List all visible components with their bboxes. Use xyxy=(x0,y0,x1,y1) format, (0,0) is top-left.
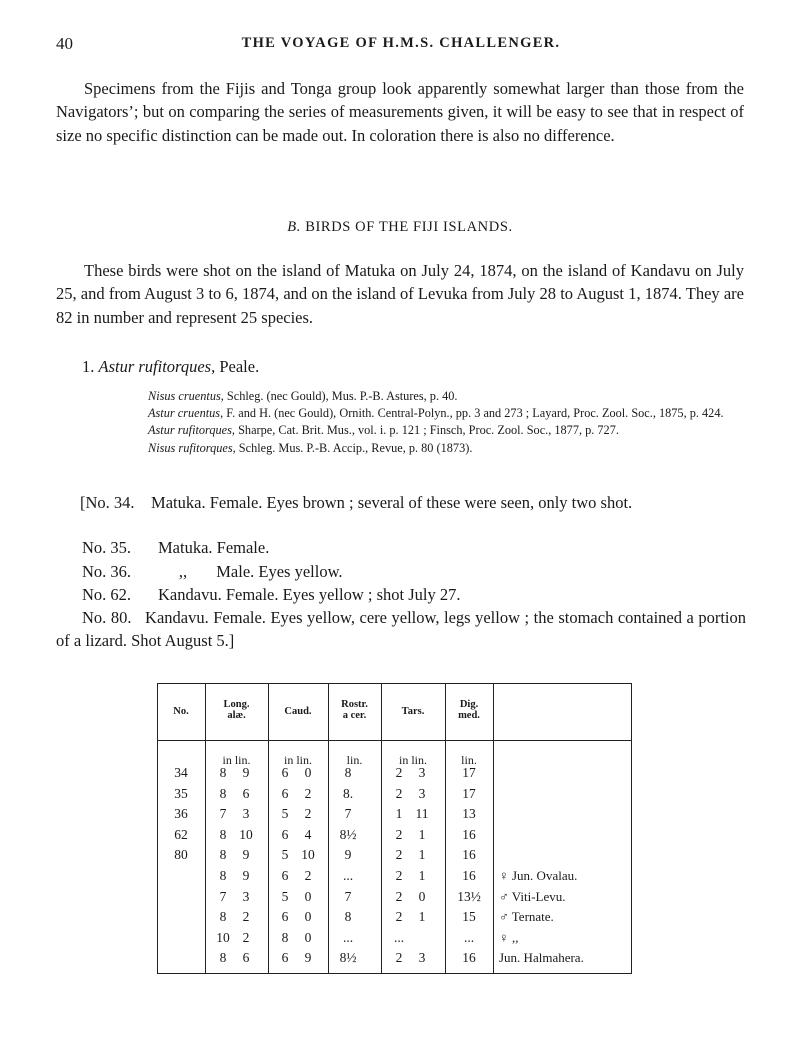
table-rule xyxy=(493,683,494,973)
cell-caud-lines: 9 xyxy=(304,950,312,966)
observation-text: Matuka. Female. xyxy=(158,538,270,557)
observation-text: Kandavu. Female. Eyes yellow, cere yellow, legs yellow ; the stomach contained a portion of a lizard. Shot August 5.] xyxy=(56,608,747,650)
table-rule xyxy=(381,683,382,973)
cell-tars-inches: 2 xyxy=(395,785,403,801)
cell-long-inches: 7 xyxy=(219,888,227,904)
cell-tars-inches: 2 xyxy=(395,868,403,883)
cell-long-lines: 9 xyxy=(242,868,250,883)
synonymy-entry xyxy=(148,388,748,405)
cell-note: ♀ Jun. Ovalau. xyxy=(499,868,578,883)
cell-caud-inches: 5 xyxy=(281,888,289,904)
observation-text: Kandavu. Female. Eyes yellow ; shot July 27. xyxy=(158,585,461,604)
cell-caud-lines: 0 xyxy=(304,765,312,780)
cell-rostr: 9 xyxy=(344,847,352,863)
cell-long-inches: 7 xyxy=(219,806,227,822)
cell-caud-inches: 6 xyxy=(281,868,289,883)
cell-caud-lines: 2 xyxy=(304,868,312,883)
observation-36 xyxy=(82,561,772,584)
synonym-reference: F. and H. (nec Gould), Ornith. Central-Polyn., pp. 3 and 273 ; Layard, Proc. Zool. Soc., 1875, p. 424. xyxy=(226,406,724,421)
cell-dig: 16 xyxy=(462,868,476,883)
synonym-reference: Schleg. (nec Gould), Mus. P.-B. Astures, p. 40. xyxy=(226,389,458,403)
intro-paragraph: Specimens from the Fijis and Tonga group look apparently somewhat larger than those from the Navigators’; but on comparing the series of measurements given, it will be easy to see that in respect of size no specific distinction can be made out. In coloration there is also no difference. xyxy=(56,79,744,145)
cell-long-lines: 9 xyxy=(242,847,250,863)
section-title: BIRDS OF THE FIJI ISLANDS. xyxy=(305,219,513,235)
cell-caud-lines: 10 xyxy=(301,847,315,863)
cell-tars-lines: 11 xyxy=(415,806,429,822)
observation-35 xyxy=(82,537,772,560)
synonymy-entry xyxy=(148,440,748,457)
cell-dig: 13 xyxy=(462,806,476,822)
cell-caud-lines: 2 xyxy=(304,785,312,801)
cell-rostr: 8½ xyxy=(339,826,357,842)
cell-caud-lines: 0 xyxy=(304,909,312,925)
cell-long-inches: 8 xyxy=(219,765,227,780)
cell-caud-lines: 0 xyxy=(304,929,312,945)
cell-long-inches: 8 xyxy=(219,909,227,925)
cell-no: 34 xyxy=(174,765,188,780)
col-header-long-line1: Long. xyxy=(223,699,250,710)
cell-note: ♂ Ternate. xyxy=(499,909,554,925)
cell-dig: 16 xyxy=(462,826,476,842)
cell-tars-inches: 2 xyxy=(395,826,403,842)
cell-long-lines: 3 xyxy=(242,888,250,904)
col-header-long xyxy=(205,699,268,721)
synonymy-entry xyxy=(148,422,748,439)
table-rule xyxy=(205,683,206,973)
unit-tars: in lin. xyxy=(398,753,427,767)
cell-caud-inches: 5 xyxy=(281,806,289,822)
cell-long-inches: 8 xyxy=(219,950,227,966)
page-number: 40 xyxy=(56,34,73,53)
cell-no: 35 xyxy=(174,785,188,801)
cell-dig: 17 xyxy=(462,785,476,801)
cell-note: ♂ Viti-Levu. xyxy=(499,888,566,904)
cell-long-lines: 2 xyxy=(242,929,250,945)
cell-dig: 16 xyxy=(462,950,476,966)
section-heading xyxy=(0,219,800,236)
synonymy-list xyxy=(148,388,748,457)
cell-tars-inches: 2 xyxy=(395,909,403,925)
col-header-rostr xyxy=(328,699,381,721)
cell-caud-inches: 6 xyxy=(281,826,289,842)
cell-caud-lines: 2 xyxy=(304,806,312,822)
cell-caud-lines: 0 xyxy=(304,888,312,904)
cell-dig: ... xyxy=(463,929,475,945)
col-header-dig-line2: med. xyxy=(458,710,480,721)
cell-rostr: 7 xyxy=(344,806,352,822)
cell-rostr: ... xyxy=(342,868,354,883)
col-header-rostr-line1: Rostr. xyxy=(341,699,368,710)
cell-dig: 16 xyxy=(462,847,476,863)
cell-rostr: 7 xyxy=(344,888,352,904)
observation-number: No. 80. xyxy=(82,608,132,627)
unit-rostr: lin. xyxy=(346,753,363,767)
cell-dig: 15 xyxy=(462,909,476,925)
section-letter: B. xyxy=(287,219,301,235)
cell-long-inches: 8 xyxy=(219,785,227,801)
table-rule xyxy=(157,683,632,684)
synonym-name: Astur rufitorques, xyxy=(148,423,235,438)
unit-long: in lin. xyxy=(222,753,251,767)
species-binomial: Astur rufitorques, xyxy=(98,357,216,376)
cell-rostr: 8½ xyxy=(339,950,357,966)
cell-long-inches: 8 xyxy=(219,847,227,863)
observation-62 xyxy=(82,584,772,607)
cell-tars-lines: 1 xyxy=(418,847,426,863)
measurements-table xyxy=(157,683,632,975)
cell-long-lines: 9 xyxy=(242,765,250,780)
cell-tars-lines: 3 xyxy=(418,785,426,801)
cell-rostr: 8 xyxy=(344,909,352,925)
cell-caud-inches: 6 xyxy=(281,950,289,966)
running-head xyxy=(56,34,746,58)
col-header-dig-line1: Dig. xyxy=(459,699,479,710)
cell-rostr: 8. xyxy=(342,785,354,801)
cell-tars-inches: 2 xyxy=(395,888,403,904)
cell-long-lines: 6 xyxy=(242,785,250,801)
cell-tars-inches: 2 xyxy=(395,765,403,780)
cell-long-inches: 8 xyxy=(219,826,227,842)
table-rule xyxy=(157,740,632,741)
table-rule xyxy=(445,683,446,973)
observation-text: Male. Eyes yellow. xyxy=(216,562,343,581)
unit-dig: lin. xyxy=(461,753,477,767)
species-author: Peale. xyxy=(219,357,260,376)
synonym-name: Nisus cruentus, xyxy=(148,389,224,403)
observation-number: No. 36. xyxy=(82,562,132,581)
cell-dig: 13½ xyxy=(457,888,481,904)
observation-text: Matuka. Female. Eyes brown ; several of these were seen, only two shot. xyxy=(151,493,633,512)
col-header-rostr-line2: a cer. xyxy=(342,710,367,721)
cell-note: Jun. Halmahera. xyxy=(499,950,584,966)
cell-caud-lines: 4 xyxy=(304,826,312,842)
col-header-tars: Tars. xyxy=(401,706,425,717)
cell-tars-inches: 2 xyxy=(395,950,403,966)
cell-no: 36 xyxy=(174,806,188,822)
cell-caud-inches: 6 xyxy=(281,765,289,780)
cell-long-lines: 2 xyxy=(242,909,250,925)
cell-caud-inches: 8 xyxy=(281,929,289,945)
cell-tars-inches: 1 xyxy=(395,806,403,822)
cell-no: 80 xyxy=(174,847,188,863)
table-rule xyxy=(157,973,632,974)
cell-tars-lines: 3 xyxy=(418,950,426,966)
cell-long-lines: 3 xyxy=(242,806,250,822)
synonymy-entry xyxy=(148,405,748,422)
synonym-reference: Sharpe, Cat. Brit. Mus., vol. i. p. 121 ; Finsch, Proc. Zool. Soc., 1877, p. 727. xyxy=(238,423,619,438)
species-number: 1. xyxy=(82,357,95,376)
observation-number: No. 35. xyxy=(82,538,132,557)
cell-dig: 17 xyxy=(462,765,476,780)
col-header-long-line2: alæ. xyxy=(227,710,246,721)
cell-long-inches: 10 xyxy=(216,929,230,945)
cell-caud-inches: 6 xyxy=(281,909,289,925)
running-title: THE VOYAGE OF H.M.S. CHALLENGER. xyxy=(241,35,561,51)
col-header-caud: Caud. xyxy=(284,706,312,717)
cell-caud-inches: 6 xyxy=(281,785,289,801)
species-heading xyxy=(82,357,259,377)
cell-long-lines: 10 xyxy=(239,826,253,842)
col-header-dig xyxy=(445,699,493,721)
cell-caud-inches: 5 xyxy=(281,847,289,863)
ditto-mark: ,, xyxy=(178,562,188,581)
observation-80 xyxy=(56,607,746,652)
cell-tars-lines: 1 xyxy=(418,826,426,842)
cell-long-lines: 6 xyxy=(242,950,250,966)
observation-number: No. 62. xyxy=(82,585,132,604)
cell-no: 62 xyxy=(174,826,188,842)
observation-number: [No. 34. xyxy=(80,493,135,512)
cell-long-inches: 8 xyxy=(219,868,227,883)
col-header-no: No. xyxy=(173,706,189,717)
table-rule xyxy=(268,683,269,973)
table-rule xyxy=(328,683,329,973)
cell-tars-lines: 1 xyxy=(418,909,426,925)
cell-tars-inches: 2 xyxy=(395,847,403,863)
table-rule xyxy=(631,683,632,973)
cell-rostr: 8 xyxy=(344,765,352,780)
cell-tars-lines: 3 xyxy=(418,765,426,780)
cell-tars-inches: ... xyxy=(393,929,405,945)
synonym-name: Astur cruentus, xyxy=(148,406,224,421)
cell-note: ♀ ,, xyxy=(499,929,519,945)
synonym-name: Nisus rufitorques, xyxy=(148,440,236,455)
observation-34 xyxy=(56,492,746,515)
synonym-reference: Schleg. Mus. P.-B. Accip., Revue, p. 80 (1873). xyxy=(238,440,473,455)
cell-rostr: ... xyxy=(342,929,354,945)
cell-tars-lines: 0 xyxy=(418,888,426,904)
cell-tars-lines: 1 xyxy=(418,868,426,883)
section-paragraph: These birds were shot on the island of Matuka on July 24, 1874, on the island of Kandavu on July 25, and from August 3 to 6, 1874, and on the island of Levuka from July 28 to August 1, 1874. They are 82 in number and represent 25 species. xyxy=(56,261,744,327)
unit-caud: in lin. xyxy=(283,753,312,767)
